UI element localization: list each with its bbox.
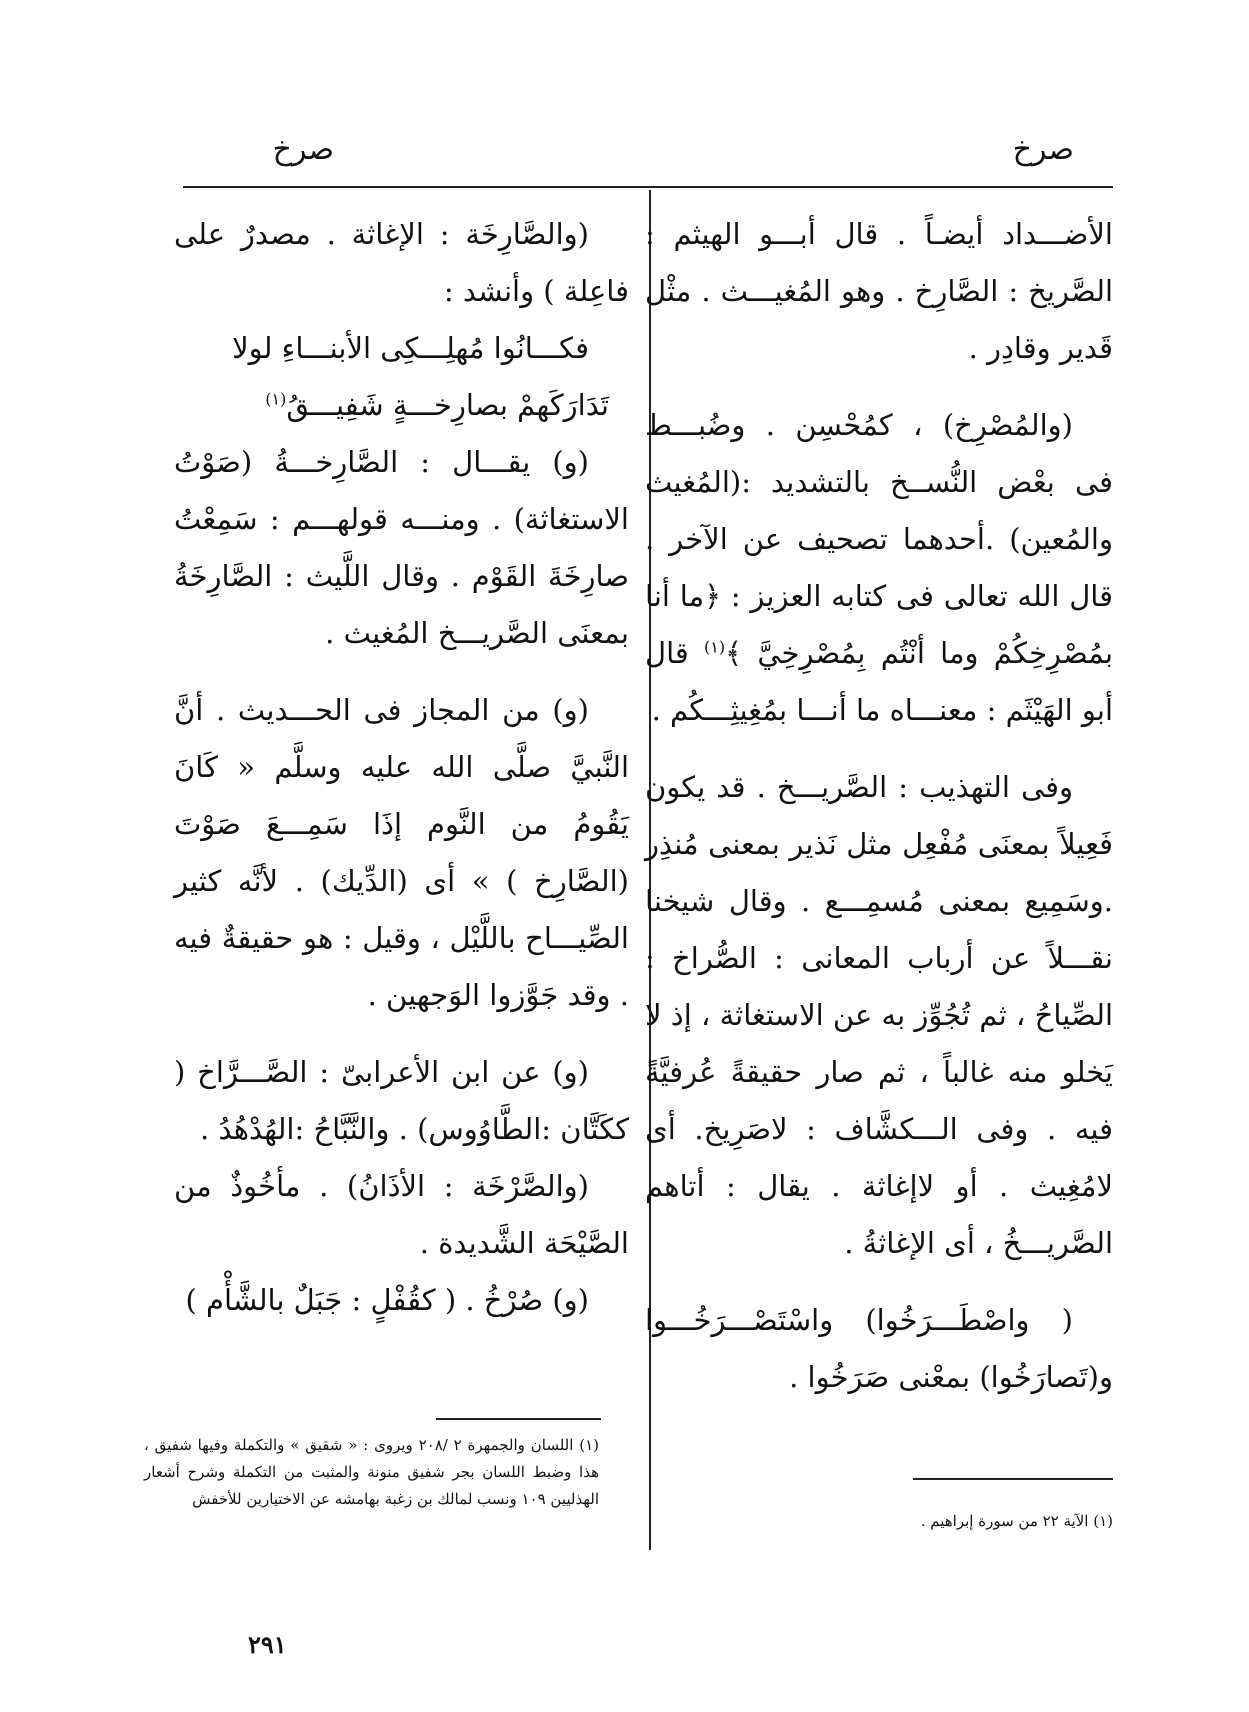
right-paragraph-2-tail: قال أبو الهَيْثَم : معنـــاه ما أنـــا بمُغِيثِـــكُم . xyxy=(645,636,1113,727)
right-paragraph-3: وفى التهذيب : الصَّريـــخ . قد يكون فَعِيلاً بمعنَى مُفْعِل مثل نَذير بمعنى مُنذِر .وسَمِيع بمعنى مُسمِـــع . وقال شيخنا نقـــلاً عن أرباب المعانى : الصُّراخ : الصِّياحُ ، ثم تُجُوِّز به عن الاستغاثة ، إذ لا يَخلو منه غالباً ، ثم صار حقيقةً عُرفيَّةً فيه . وفى الـــكشَّاف : لاصَرِيخ. أى لامُغِيث . أو لاإغاثة . يقال : أتاهم الصَّريـــخُ ، أى الإغاثةُ . xyxy=(645,770,1113,1260)
right-paragraph-4: ( واصْطَـــرَخُوا) واسْتَصْـــرَخُـــوا و(تَصارَخُوا) بمعْنى صَرَخُوا . xyxy=(645,1303,1113,1394)
left-paragraph-2: (و) يقـــال : الصَّارِخـــةُ (صَوْتُ الاستغاثة) . ومنـــه قولهـــم : سَمِعْتُ صارِخَةَ القَوْم . وقال اللَّيث : الصَّارِخَةُ بمعنَى الصَّريـــخ المُغيث . xyxy=(174,445,629,650)
footnote-right: (١) الآية ٢٢ من سورة إبراهيم . xyxy=(920,1512,1113,1530)
left-paragraph-3: (و) من المجاز فى الحـــديث . أنَّ النَّبيَّ صلَّى الله عليه وسلَّم « كَانَ يَقُومُ من النَّوم إذَا سَمِـــعَ صَوْتَ (الصَّارِخ ) » أى (الدِّيك) . لأنَّه كثير الصِّيـــاح باللَّيْل ، وقيل : هو حقيقةٌ فيه . وقد جَوَّزوا الوَجهين . xyxy=(174,693,629,1012)
footnote-ref: (١) xyxy=(704,637,726,657)
footnote-rule-left xyxy=(436,1418,601,1420)
left-paragraph-5: (والصَّرْخَة : الأذَانُ) . مأخُوذٌ من الصَّيْحَة الشَّديدة . xyxy=(174,1169,629,1260)
left-paragraph-1: (والصَّارِخَة : الإغاثة . مصدرٌ على فاعِلة ) وأنشد : xyxy=(174,217,629,308)
right-column xyxy=(645,206,1113,1406)
header-rule xyxy=(183,186,1113,188)
page-number: ٢٩١ xyxy=(248,1630,287,1659)
running-head-left: صرخ xyxy=(272,132,334,167)
left-paragraph-4: (و) عن ابن الأعرابىّ : الصَّـــرَّاخ ( ككَتَّان :الطَّاوُوس) . والنَّبَّاحُ :الهُدْهُدُ . xyxy=(174,1055,629,1146)
right-paragraph-2-text: (والمُصْرِخ) ، كمُحْسِن . وضُبـــط فى بعْض النُّســخ بالتشديد :(المُغيث والمُعين) .أحدهما تصحيف عن الآخر . قال الله تعالى فى كتابه العزيز : ﴿ما أنا بمُصْرِخِكُمْ وما أنْتُم بِمُصْرِخِيَّ ﴾ xyxy=(645,408,1114,670)
footnote-left: (١) اللسان والجمهرة ٢ /٢٠٨ ويروى : « شقيق » والتكملة وفيها شفيق ، هذا وضبط اللسان بجر شفيق منونة والمثبت من التكملة وشرح أشعار الهذليين ١٠٩ ونسب لمالك بن زغبة بهامشه عن الاختيارين للأخفش xyxy=(144,1436,599,1508)
verse-line-1: فكـــانُوا مُهلِـــكِى الأبنـــاءِ لولا xyxy=(232,331,589,365)
verse-line-2 xyxy=(174,377,629,434)
footnote-rule-right xyxy=(913,1478,1113,1480)
running-head-right: صرخ xyxy=(1012,132,1074,167)
right-paragraph-1: الأضـــداد أيضـاً . قال أبـــو الهيثم : الصَّريخ : الصَّارِخ . وهو المُغيـــث . مثْل قَدير وقادِر . xyxy=(645,217,1113,365)
left-column xyxy=(174,206,629,1329)
left-paragraph-6: (و) صُرْخُ . ( كقُفْلٍ : جَبَلٌ بالشَّأْم ) xyxy=(185,1283,589,1317)
right-paragraph-2 xyxy=(645,397,1113,739)
footnote-ref: (١) xyxy=(265,389,287,409)
verse-line-2-text: تَدَارَكَهمْ بصارِخـــةٍ شَفِيـــقُ xyxy=(286,388,609,422)
